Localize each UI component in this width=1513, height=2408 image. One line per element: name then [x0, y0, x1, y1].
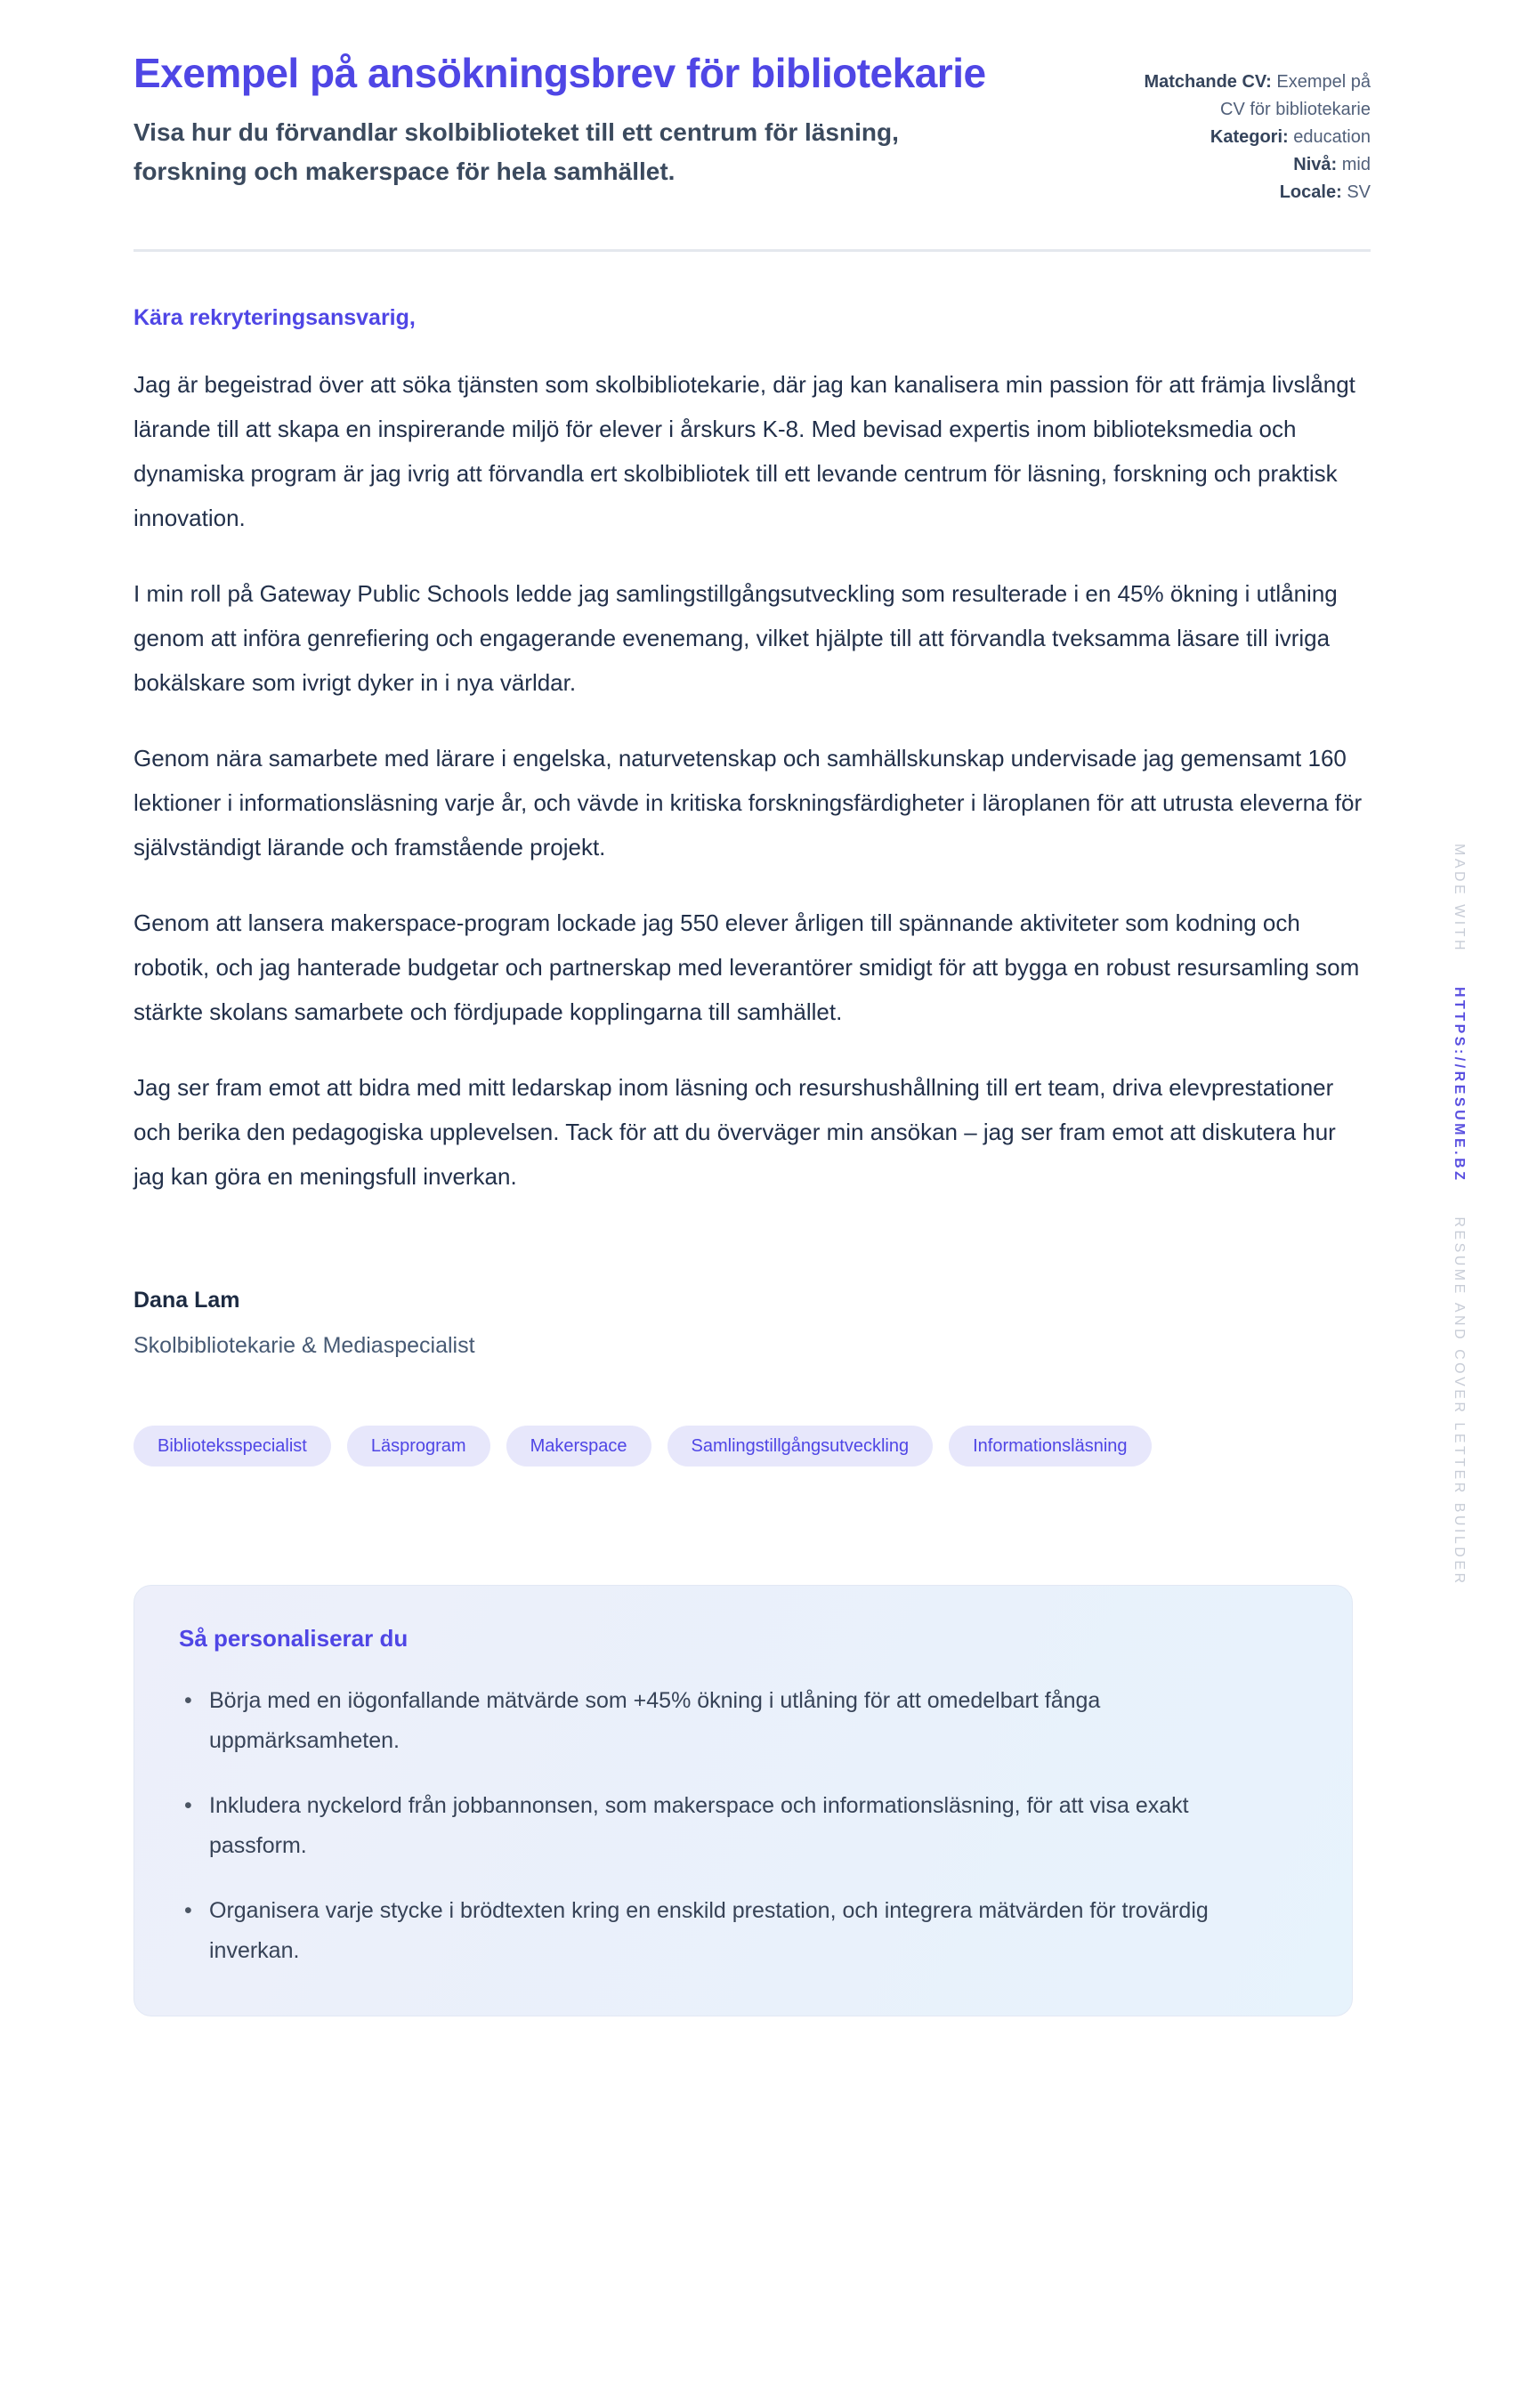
made-with-watermark [1451, 844, 1467, 1587]
tip-item: • Organisera varje stycke i brödtexten kring en enskild prestation, och integrera mätvärden för trovärdig inverkan. [179, 1891, 1282, 1971]
letter-paragraph: I min roll på Gateway Public Schools ledde jag samlingstillgångsutveckling som resulterade i en 45% ökning i utlåning genom att införa genrefiering och engagerande evenemang, vilket hjälpte till att förvandla tveksamma läsare till ivriga bokälskare som ivrigt dyker in i nya världar. [134, 580, 1338, 696]
header-title-block [134, 49, 1015, 191]
meta-panel [1135, 49, 1371, 206]
meta-level-label: Nivå: [1293, 155, 1338, 174]
meta-matching-cv-label: Matchande CV: [1144, 72, 1272, 92]
letter-paragraph: Genom att lansera makerspace-program lockade jag 550 elever årligen till spännande aktiviteter som kodning och robotik, och jag hanterade budgetar och partnerskap med leverantörer smidigt för att bygga en robust resursamling som stärkte skolans samarbete och fördjupade kopplingarna till samhället. [134, 909, 1360, 1025]
tag-informationslasning[interactable]: Informationsläsning [949, 1426, 1151, 1467]
letter-greeting: Kära rekryteringsansvarig, [134, 305, 416, 330]
signature-job-title: Skolbibliotekarie & Mediaspecialist [134, 1333, 475, 1358]
tag-biblioteksspecialist[interactable]: Biblioteksspecialist [134, 1426, 331, 1467]
tag-makerspace[interactable]: Makerspace [506, 1426, 651, 1467]
personalization-tips-box [134, 1585, 1353, 2016]
page-subtitle: Visa hur du förvandlar skolbiblioteket till ett centrum för läsning, forskning och makerspace för hela samhället. [134, 118, 899, 185]
signature-block [134, 1288, 1371, 1359]
watermark-prefix: MADE WITH [1452, 844, 1467, 954]
tip-item: • Börja med en iögonfallande mätvärde som +45% ökning i utlåning för att omedelbart fånga uppmärksamheten. [179, 1681, 1282, 1761]
meta-locale [1135, 179, 1371, 206]
tip-item: • Inkludera nyckelord från jobbannonsen, som makerspace och informationsläsning, för att visa exakt passform. [179, 1786, 1282, 1866]
signature-name: Dana Lam [134, 1288, 240, 1313]
meta-category-value: education [1293, 127, 1371, 147]
meta-level-value: mid [1341, 155, 1371, 174]
meta-locale-label: Locale: [1279, 182, 1342, 202]
meta-locale-value: SV [1347, 182, 1371, 202]
letter-paragraph: Genom nära samarbete med lärare i engelska, naturvetenskap och samhällskunskap undervisade jag gemensamt 160 lektioner i informationsläsning varje år, och vävde in kritiska forskningsfärdigheter i läroplanen för att utrusta eleverna för självständigt lärande och framstående projekt. [134, 745, 1363, 861]
letter-paragraph: Jag ser fram emot att bidra med mitt ledarskap inom läsning och resurshushållning till ert team, driva elevprestationer och berika den pedagogiska upplevelsen. Tack för att du överväger min ansökan – jag ser fram emot att diskutera hur jag kan göra en meningsfull inverkan. [134, 1074, 1336, 1190]
tag-samlingstillgangsutveckling[interactable]: Samlingstillgångsutveckling [668, 1426, 934, 1467]
tag-lasprogram[interactable]: Läsprogram [347, 1426, 490, 1467]
meta-category-label: Kategori: [1210, 127, 1289, 147]
letter-paragraph: Jag är begeistrad över att söka tjänsten som skolbibliotekarie, där jag kan kanalisera min passion för att främja livslångt lärande till att skapa en inspirerande miljö för elever i årskurs K-8. Med bevisad expertis inom biblioteksmedia och dynamiska program är jag ivrig att förvandla ert skolbibliotek till ett levande centrum för läsning, forskning och praktisk innovation. [134, 371, 1355, 531]
page-header [134, 49, 1371, 206]
watermark-suffix: RESUME AND COVER LETTER BUILDER [1452, 1216, 1467, 1587]
meta-level [1135, 151, 1371, 179]
meta-category [1135, 124, 1371, 151]
cover-letter-body [134, 305, 1371, 1359]
meta-matching-cv [1135, 69, 1371, 124]
tips-list [179, 1681, 1307, 1971]
page-title: Exempel på ansökningsbrev för bibliotekarie [134, 50, 986, 96]
tips-title: Så personaliserar du [179, 1625, 409, 1652]
keyword-tags [134, 1426, 1371, 1467]
meta-matching-cv-value: Exempel på CV för bibliotekarie [1220, 72, 1371, 119]
header-divider [134, 249, 1371, 252]
watermark-resume-bz-link[interactable]: HTTPS://RESUME.BZ [1452, 987, 1467, 1184]
